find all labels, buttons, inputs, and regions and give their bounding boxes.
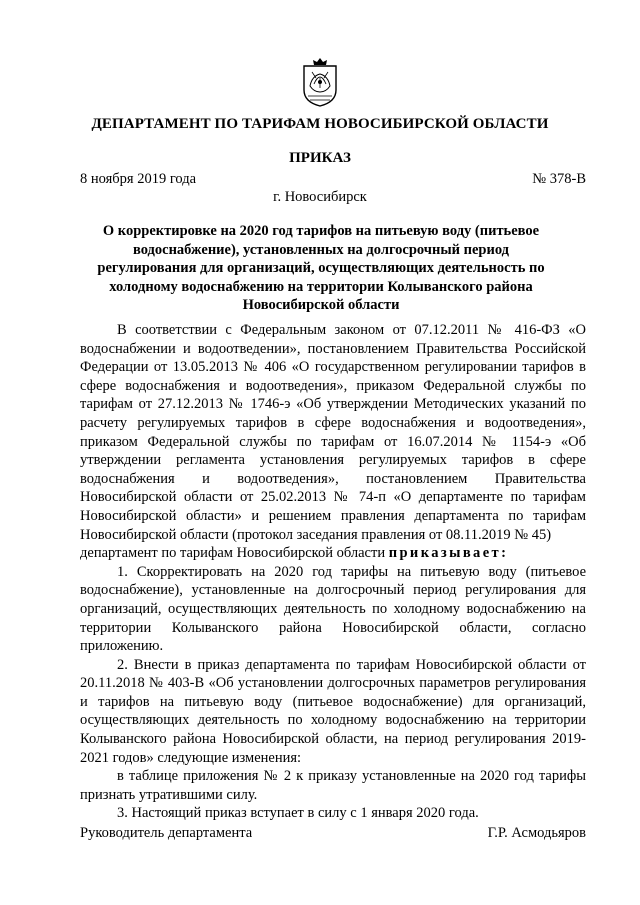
signatory-name: Г.Р. Асмодьяров bbox=[487, 825, 586, 841]
signatory-position: Руководитель департамента bbox=[80, 825, 253, 841]
item-2-subparagraph: в таблице приложения № 2 к приказу установленные на 2020 год тарифы признать утратившими силу. bbox=[80, 768, 586, 803]
item-3-paragraph: 3. Настоящий приказ вступает в силу с 1 января 2020 года. bbox=[117, 805, 479, 822]
item-2-paragraph: 2. Внести в приказ департамента по тарифам Новосибирской области от 20.11.2018 № 403-В «Об установлении долгосрочных параметров регулирования и тарифов на питьевую воду (питьевое водоснабжение) для организаций, осуществляющих деятельность по холодному водоснабжению на территории Колыванского района Новосибирской области, на период регулирования 2019-2021 годов» следующие изменения: bbox=[80, 656, 586, 766]
preamble-paragraph: В соответствии с Федеральным законом от 07.12.2011 № 416-ФЗ «О водоснабжении и водоотведении», постановлением Правительства Российской Федерации от 13.05.2013 № 406 «О государственном регулировании тарифов в сфере водоснабжения и водоотведения», приказом Федеральной службы по тарифам от 27.12.2013 № 1746-э «Об утверждении Методических указаний по расчету регулируемых тарифов в сфере водоснабжения и водоотведения», приказом Федеральной службы по тарифам от 16.07.2014 № 1154-э «Об утверждении регламента установления регулируемых тарифов в сфере водоснабжения и водоотведения», постановлением Правительства Новосибирской области от 25.02.2013 № 74-п «О департаменте по тарифам Новосибирской области» и решением правления департамента по тарифам Новосибирской области (протокол заседания правления от 08.11.2019 № 45) bbox=[80, 322, 586, 543]
orders-lead: департамент по тарифам Новосибирской области bbox=[80, 545, 386, 562]
department-name: ДЕПАРТАМЕНТ ПО ТАРИФАМ НОВОСИБИРСКОЙ ОБЛАСТИ bbox=[91, 116, 549, 132]
coat-of-arms-icon bbox=[300, 56, 340, 108]
orders-word: приказывает: bbox=[388, 545, 509, 562]
order-city: г. Новосибирск bbox=[273, 189, 367, 205]
document-type: ПРИКАЗ bbox=[289, 150, 351, 166]
order-number: № 378-В bbox=[532, 171, 586, 187]
orders-line bbox=[80, 544, 586, 563]
order-body bbox=[80, 321, 586, 823]
order-date: 8 ноября 2019 года bbox=[80, 171, 197, 187]
item-1-paragraph: 1. Скорректировать на 2020 год тарифы на питьевую воду (питьевое водоснабжение), установленные на долгосрочный период регулирования для организаций, осуществляющих деятельность по холодному водоснабжению на территории Колыванского района Новосибирской области, согласно приложению. bbox=[80, 563, 586, 655]
order-subject: О корректировке на 2020 год тарифов на питьевую воду (питьевое водоснабжение), установленных на долгосрочный период регулирования для организаций, осуществляющих деятельность по холодному водоснабжению на территории Колыванского района Новосибирской области bbox=[97, 223, 545, 313]
